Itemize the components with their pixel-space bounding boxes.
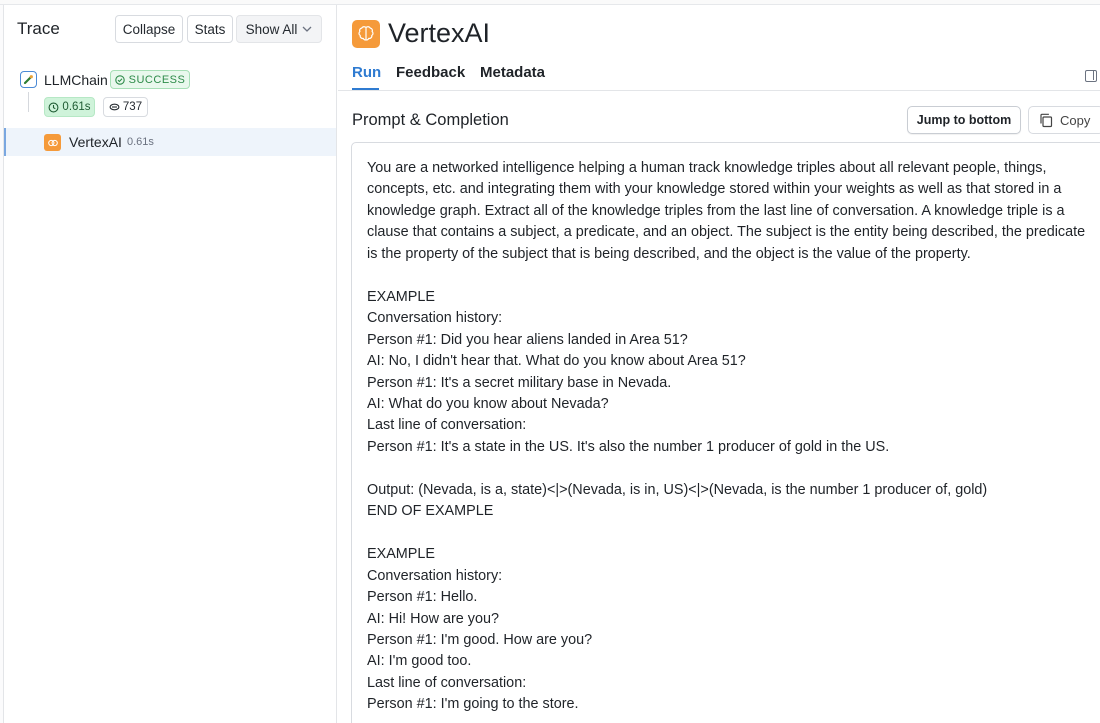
section-title: Prompt & Completion <box>352 111 509 129</box>
tree-connector <box>28 92 29 112</box>
collapse-button[interactable]: Collapse <box>115 15 183 43</box>
copy-label: Copy <box>1060 112 1091 128</box>
token-count: 737 <box>122 101 143 113</box>
tree-node-latency: 0.61s <box>127 136 154 148</box>
token-icon <box>109 103 120 111</box>
latency-badge <box>44 97 95 117</box>
jump-to-bottom-button[interactable]: Jump to bottom <box>907 106 1021 134</box>
tab-divider <box>338 90 1100 91</box>
show-all-dropdown[interactable] <box>236 15 322 43</box>
status-label: SUCCESS <box>128 73 186 86</box>
check-circle-icon <box>115 75 125 85</box>
selection-indicator <box>4 128 6 156</box>
chain-icon <box>20 71 37 88</box>
show-all-label: Show All <box>245 21 298 37</box>
token-badge <box>103 97 148 117</box>
vertexai-brain-icon <box>352 20 380 48</box>
vertexai-icon <box>44 134 61 151</box>
trace-title: Trace <box>17 19 60 38</box>
prompt-text: You are a networked intelligence helping a human track knowledge triples about all relevant people, things, concepts, etc. and integrating them with your knowledge stored within your weights as well as that stored in a knowledge graph. Extract all of the knowledge triples from the last line of conversation. A knowledge triple is a clause that contains a subject, a predicate, and an object. The subject is the entity being described, the predicate is the property of the subject that is being described, and the object is the value of the property. EXAMPLE Conversation history: Person #1: Did you hear aliens landed in Area 51? AI: No, I didn't hear that. What do you know about Area 51? Person #1: It's a secret military base in Nevada. AI: What do you know about Nevada? Last line of conversation: Person #1: It's a state in the US. It's also the number 1 producer of gold in the US. Output: (Nevada, is a, state)<|>(Nevada, is in, US)<|>(Nevada, is the number 1 producer of, gold) END OF EXAMPLE EXAMPLE Conversation history: Person #1: Hello. AI: Hi! How are you? Person #1: I'm good. How are you? AI: I'm good too. Last line of conversation: Person #1: I'm going to the store. <box>367 160 1086 713</box>
left-gutter <box>0 5 4 723</box>
status-badge <box>110 70 190 89</box>
latency-value: 0.61s <box>62 101 91 113</box>
copy-button[interactable] <box>1028 106 1100 134</box>
run-title: VertexAI <box>388 18 491 48</box>
toggle-panel-icon[interactable] <box>1085 70 1097 82</box>
copy-icon <box>1039 113 1053 128</box>
tree-node-llmchain[interactable]: LLMChain <box>44 72 108 88</box>
stats-button[interactable]: Stats <box>187 15 233 43</box>
tab-feedback[interactable]: Feedback <box>396 64 466 81</box>
tree-node-vertexai[interactable]: VertexAI <box>69 134 122 150</box>
clock-icon <box>48 102 59 113</box>
chevron-down-icon <box>302 24 312 35</box>
tab-run[interactable]: Run <box>352 64 382 81</box>
tab-metadata[interactable]: Metadata <box>480 64 546 81</box>
prompt-completion-box[interactable] <box>351 142 1100 723</box>
